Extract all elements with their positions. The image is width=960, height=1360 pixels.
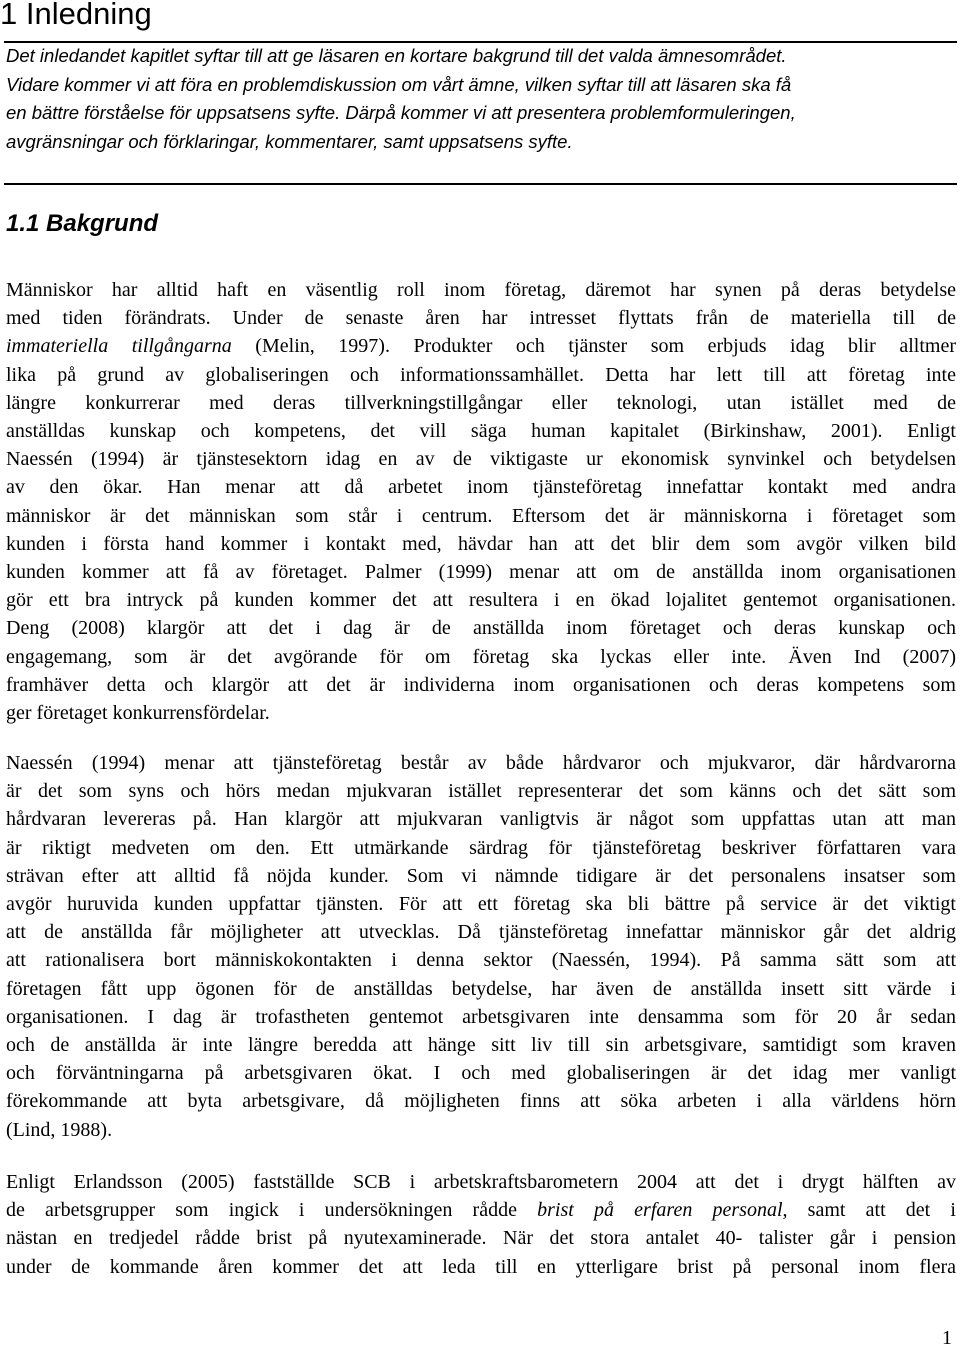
paragraph-line: Naessén (1994) är tjänstesektorn idag en av de viktigaste ur ekonomisk synvinkel och betydelsen bbox=[6, 448, 956, 471]
intro-line: Vidare kommer vi att föra en problemdiskussion om vårt ämne, vilken syftar till att läsaren ska få bbox=[6, 73, 792, 95]
paragraph-line: Enligt Erlandsson (2005) fastställde SCB i arbetskraftsbarometern 2004 att det i drygt hälften av bbox=[6, 1171, 956, 1193]
paragraph-line: att rationalisera bort människokontakten i denna sektor (Naessén, 1994). På samma sätt som att bbox=[6, 949, 956, 972]
paragraph-line: under de kommande åren kommer det att leda till en ytterligare brist på personal inom flera bbox=[6, 1255, 956, 1278]
paragraph-line: ger företaget konkurrensfördelar. bbox=[6, 702, 270, 725]
paragraph-line: kunden kommer att få av företaget. Palmer (1999) menar att om de anställda inom organisationen bbox=[6, 561, 956, 584]
page-number: 1 bbox=[942, 1327, 952, 1349]
italic-term: immateriella tillgångarna bbox=[6, 335, 232, 358]
paragraph-line: Naessén (1994) menar att tjänsteföretag består av både hårdvaror och mjukvaror, där hårdvarorna bbox=[6, 752, 956, 774]
paragraph-line: Människor har alltid haft en väsentlig roll inom företag, däremot har synen på deras betydelse bbox=[6, 279, 956, 301]
paragraph-line: framhäver detta och klargör att det är individerna inom organisationen och deras kompetens som bbox=[6, 673, 956, 696]
paragraph-line: och förväntningarna på arbetsgivaren ökat. I och med globaliseringen är det idag mer vanligt bbox=[6, 1062, 956, 1085]
intro-line: avgränsningar och förklaringar, kommentarer, samt uppsatsens syfte. bbox=[6, 130, 573, 152]
paragraph-line: anställdas kunskap och kompetens, det vill säga human kapitalet (Birkinshaw, 2001). Enligt bbox=[6, 420, 956, 443]
paragraph-line: av den ökar. Han menar att då arbetet inom tjänsteföretag innefattar kontakt med andra bbox=[6, 476, 956, 499]
line-text: de arbetsgrupper som ingick i undersökningen rådde bbox=[6, 1199, 538, 1222]
paragraph-line: strävan efter att alltid få nöjda kunder. Som vi nämnde tidigare är det personalens insatser som bbox=[6, 864, 956, 887]
paragraph-line: gör ett bra intryck på kunden kommer det att resultera i en ökad lojalitet gentemot organisationen. bbox=[6, 589, 956, 612]
paragraph-line: företagen fått upp ögonen för de anställdas betydelse, har även de anställda insett sitt värde i bbox=[6, 977, 956, 1000]
paragraph-line: kunden i första hand kommer i kontakt med, hävdar han att det blir dem som avgör vilken bild bbox=[6, 532, 956, 555]
paragraph-line: lika på grund av globaliseringen och informationssamhället. Detta har lett till att företag inte bbox=[6, 363, 956, 386]
paragraph-line: förekommande att byta arbetsgivare, då möjligheten finns att söka arbeten i alla världens hörn bbox=[6, 1090, 956, 1113]
intro-line: en bättre förståelse för uppsatsens syfte. Därpå kommer vi att presentera problemformuleringen, bbox=[6, 102, 796, 124]
paragraph-line: människor är det människan som står i centrum. Eftersom det är människorna i företaget som bbox=[6, 504, 956, 527]
paragraph-line: engagemang, som är det avgörande för om företag ska lyckas eller inte. Även Ind (2007) bbox=[6, 645, 956, 668]
paragraph-line: längre konkurrerar med deras tillverkningstillgångar eller teknologi, utan istället med de bbox=[6, 391, 956, 414]
body-paragraph-2 bbox=[6, 749, 956, 1144]
chapter-intro bbox=[6, 42, 956, 156]
line-text: samt att det i bbox=[787, 1199, 956, 1222]
paragraph-line: nästan en tredjedel rådde brist på nyutexaminerade. När det stora antalet 40- talister går i pension bbox=[6, 1227, 956, 1250]
italic-term: brist på erfaren personal, bbox=[537, 1199, 788, 1222]
chapter-heading: 1 Inledning bbox=[0, 0, 152, 31]
paragraph-line: med tiden förändrats. Under de senaste åren har intresset flyttats från de materiella till de bbox=[6, 307, 956, 330]
intro-line: Det inledandet kapitlet syftar till att ge läsaren en kortare bakgrund till det valda ämnesområdet. bbox=[6, 45, 787, 66]
paragraph-line bbox=[6, 332, 956, 360]
paragraph-line: avgör huruvida kunden uppfattar tjänsten. För att ett företag ska bli bättre på service är det viktigt bbox=[6, 893, 956, 916]
paragraph-line: att de anställda får möjligheter att utvecklas. Då tjänsteföretag innefattar människor går det aldrig bbox=[6, 921, 956, 944]
paragraph-line bbox=[6, 1196, 956, 1224]
paragraph-line: (Lind, 1988). bbox=[6, 1118, 113, 1141]
paragraph-line: är riktigt medveten om den. Ett utmärkande särdrag för tjänsteföretag beskriver författaren vara bbox=[6, 836, 956, 859]
paragraph-line: är det som syns och hörs medan mjukvaran istället representerar det som känns och det sätt som bbox=[6, 780, 956, 803]
body-paragraph-1 bbox=[6, 276, 956, 727]
paragraph-line: organisationen. I dag är trofastheten gentemot arbetsgivaren inte densamma som för 20 år sedan bbox=[6, 1005, 956, 1028]
paragraph-line: hårdvaran levereras på. Han klargör att mjukvaran vanligtvis är något som uppfattas utan att man bbox=[6, 808, 956, 831]
section-heading: 1.1 Bakgrund bbox=[6, 210, 159, 237]
intro-bottom-rule bbox=[4, 183, 957, 185]
body-paragraph-3 bbox=[6, 1168, 956, 1281]
line-text: (Melin, 1997). Produkter och tjänster som erbjuds idag blir alltmer bbox=[231, 335, 956, 358]
paragraph-line: Deng (2008) klargör att det i dag är de anställda inom företaget och deras kunskap och bbox=[6, 617, 956, 640]
paragraph-line: och de anställda är inte längre beredda att hänge sitt liv till sin arbetsgivare, samtidigt som kraven bbox=[6, 1034, 956, 1057]
